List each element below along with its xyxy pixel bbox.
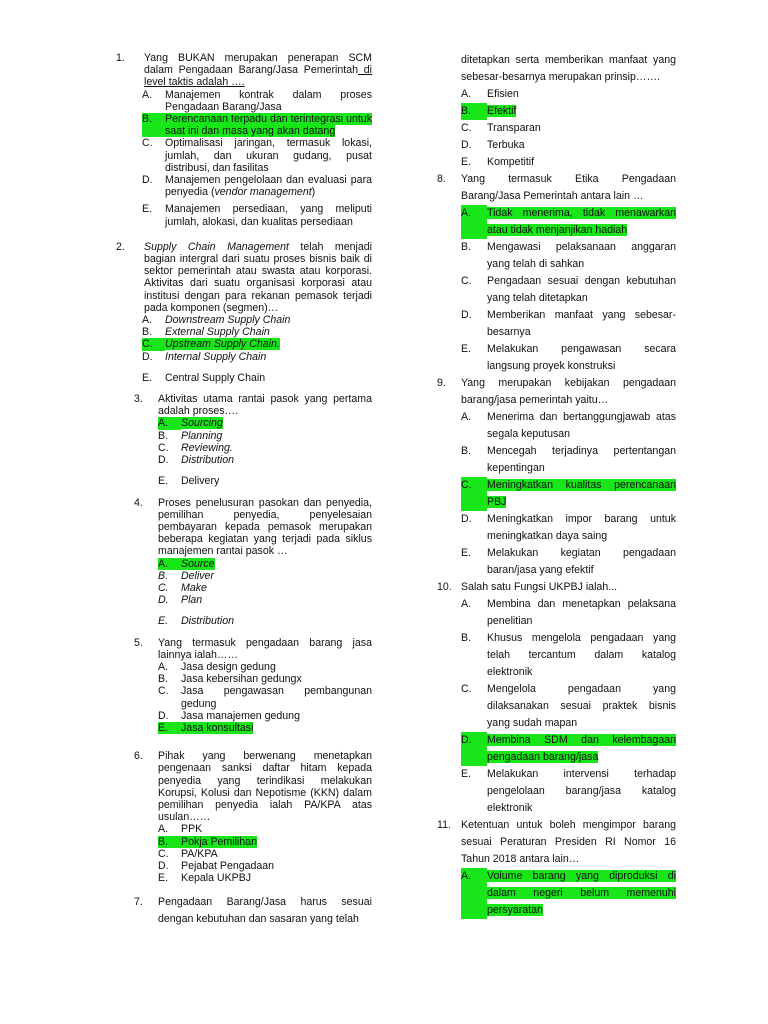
option-c[interactable]: C. Transparan (461, 122, 541, 134)
option-c[interactable]: C. Jasa pengawasan pembangunan gedung (158, 685, 372, 710)
right-column (437, 52, 676, 919)
question-2 (116, 241, 372, 314)
option-e[interactable]: E. Kompetitif (461, 156, 535, 168)
option-d[interactable]: D. Distribution (158, 454, 234, 467)
question-6-options (158, 823, 372, 884)
question-7 (116, 894, 372, 928)
question-text: Proses penelusuran pasokan dan penyedia, pemilihan penyedia, penyelesaian pembayaran kepada pemasok merupakan beberapa kegiatan yang terjadi pada siklus manajemen rantai pasok … (158, 496, 372, 558)
question-5 (116, 637, 372, 661)
option-d[interactable]: D. Manajemen pengelolaan dan evaluasi para penyedia (vendor management) (142, 174, 372, 199)
question-5-options (158, 661, 372, 734)
option-c[interactable]: C. Optimalisasi jaringan, termasuk lokasi, jumlah, dan ukuran gudang, pusat distribusi, dan fasilitas (142, 137, 372, 174)
option-a[interactable]: A. Efisien (461, 88, 519, 100)
question-number: 3. (134, 393, 143, 406)
option-a[interactable]: A. Jasa design gedung (158, 660, 276, 673)
question-number: 2. (116, 240, 125, 253)
option-e[interactable]: E. Distribution (158, 615, 234, 628)
option-b-answer[interactable]: B. Pokja Pemilihan (158, 835, 257, 848)
option-d-answer[interactable]: D. Membina SDM dan kelembagaan pengadaan barang/jasa (461, 732, 676, 766)
question-number: 1. (116, 52, 125, 64)
question-text: Pengadaan Barang/Jasa harus sesuai dengan kebutuhan dan sasaran yang telah (158, 896, 372, 926)
question-10-options (461, 596, 676, 817)
question-7-options (461, 86, 676, 171)
question-8-options (461, 205, 676, 375)
option-a-answer[interactable]: A. Sourcing (158, 417, 223, 430)
question-9 (437, 375, 676, 409)
option-b[interactable]: B. Deliver (158, 569, 214, 582)
option-b[interactable]: B. Jasa kebersihan gedungx (158, 673, 302, 686)
question-number: 9. (437, 377, 446, 389)
option-b-answer[interactable]: B. Efektif (461, 103, 676, 120)
option-c-answer[interactable]: C. Meningkatkan kualitas perencanaan PBJ (461, 477, 676, 511)
question-1 (116, 52, 372, 89)
option-b[interactable]: B. Mencegah terjadinya pertentangan kepentingan (461, 445, 676, 474)
option-c[interactable]: C. Make (158, 581, 207, 594)
option-c[interactable]: C. Reviewing. (158, 441, 233, 454)
option-a[interactable]: A. Downstream Supply Chain (142, 314, 291, 327)
question-11-options (461, 868, 676, 919)
question-number: 5. (134, 636, 143, 649)
option-e[interactable]: E. Delivery (158, 475, 220, 488)
question-6 (116, 750, 372, 823)
question-4 (116, 497, 372, 558)
option-a[interactable]: A. Manajemen kontrak dalam proses Pengadaan Barang/Jasa (142, 88, 372, 113)
question-text: Aktivitas utama rantai pasok yang pertama adalah proses…. (158, 393, 372, 418)
option-b[interactable]: B. Planning (158, 429, 223, 442)
question-text: Yang BUKAN merupakan penerapan SCM dalam Pengadaan Barang/Jasa Pemerintah di level taktis adalah …. (144, 52, 372, 89)
question-text: Ketentuan untuk boleh mengimpor barang sesuai Peraturan Presiden RI Nomor 16 Tahun 2018 antara lain… (461, 819, 676, 865)
question-number: 8. (437, 173, 446, 185)
option-c[interactable]: C. Pengadaan sesuai dengan kebutuhan yang telah ditetapkan (461, 275, 676, 304)
question-number: 7. (134, 896, 143, 909)
option-d[interactable]: D. Memberikan manfaat yang sebesar-besarnya (461, 309, 676, 338)
option-d[interactable]: D. Jasa manajemen gedung (158, 709, 300, 722)
option-c[interactable]: C. Mengelola pengadaan yang dilaksanakan sesuai praktek bisnis yang sudah mapan (461, 683, 676, 729)
option-a[interactable]: A. Menerima dan bertanggungjawab atas segala keputusan (461, 411, 676, 440)
question-3 (116, 393, 372, 417)
question-4-options (158, 558, 372, 628)
option-e[interactable]: E. Melakukan kegiatan pengadaan baran/jasa yang efektif (461, 547, 676, 576)
question-10 (437, 579, 676, 596)
question-2-options (142, 314, 372, 384)
option-e[interactable]: E. Melakukan pengawasan secara langsung proyek konstruksi (461, 343, 676, 372)
option-d[interactable]: D. Internal Supply Chain (142, 350, 267, 363)
question-text: Yang termasuk Etika Pengadaan Barang/Jasa Pemerintah antara lain … (461, 173, 676, 202)
option-e[interactable]: E. Melakukan intervensi terhadap pengelolaan barang/jasa katalog elektronik (461, 768, 676, 814)
question-number: 4. (134, 496, 143, 509)
option-b-answer[interactable]: B. Perencanaan terpadu dan terintegrasi untuk saat ini dan masa yang akan datang (142, 113, 372, 138)
option-e[interactable]: E. Manajemen persediaan, yang meliputi jumlah, alokasi, dan kualitas persediaan (142, 203, 372, 228)
option-b[interactable]: B. External Supply Chain (142, 326, 270, 339)
question-number: 6. (134, 750, 143, 763)
question-number: 10. (437, 581, 452, 593)
option-c-answer[interactable]: C. Upstream Supply Chain. (142, 338, 280, 351)
option-a-answer[interactable]: A. Tidak menerima, tidak menawarkan atau tidak menjanjikan hadiah (461, 205, 676, 239)
question-7-continued: ditetapkan serta memberikan manfaat yang sebesar-besarnya merupakan prinsip……. (461, 54, 676, 83)
option-d[interactable]: D. Meningkatkan impor barang untuk meningkatkan daya saing (461, 513, 676, 542)
question-9-options (461, 409, 676, 579)
question-text: Yang merupakan kebijakan pengadaan barang/jasa pemerintah yaitu… (461, 377, 676, 406)
option-d[interactable]: D. Pejabat Pengadaan (158, 859, 275, 872)
option-a-answer[interactable]: A. Volume barang yang diproduksi di dalam negeri belum memenuhi persyaratan (461, 868, 676, 919)
option-a[interactable]: A. PPK (158, 823, 203, 836)
question-text: Supply Chain Management telah menjadi bagian intergral dari suatu proses bisnis baik di sektor pemerintah atau swasta atau korporasi. Aktivitas dari suatu organisasi korporasi atau institusi dengan para rekanan pemasok terjadi pada komponen (segmen)… (144, 240, 372, 314)
option-a-answer[interactable]: A. Source (158, 557, 215, 570)
question-text: Pihak yang berwenang menetapkan pengenaan sanksi daftar hitam kepada penyedia yang terindikasi melakukan Korupsi, Kolusi dan Nepotisme (KKN) dalam pemilihan penyedia ialah PA/KPA atas usulan…… (158, 750, 372, 824)
option-d[interactable]: D. Plan (158, 594, 203, 607)
question-8 (437, 171, 676, 205)
question-number: 11. (437, 819, 451, 831)
option-e[interactable]: E. Central Supply Chain (142, 371, 266, 384)
question-3-options (158, 417, 372, 487)
question-text: Yang termasuk pengadaan barang jasa lainnya ialah…… (158, 636, 372, 661)
option-c[interactable]: C. PA/KPA (158, 847, 218, 860)
option-b[interactable]: B. Mengawasi pelaksanaan anggaran yang telah di sahkan (461, 241, 676, 270)
question-text: Salah satu Fungsi UKPBJ ialah... (461, 581, 618, 593)
option-e[interactable]: E. Kepala UKPBJ (158, 872, 252, 885)
question-11 (437, 817, 676, 868)
question-1-options (142, 89, 372, 228)
option-d[interactable]: D. Terbuka (461, 139, 525, 151)
left-column (116, 52, 372, 928)
option-a[interactable]: A. Membina dan menetapkan pelaksana penelitian (461, 598, 676, 627)
option-e-answer[interactable]: E. Jasa konsultasi (158, 721, 254, 734)
option-b[interactable]: B. Khusus mengelola pengadaan yang telah tercantum dalam katalog elektronik (461, 632, 676, 678)
